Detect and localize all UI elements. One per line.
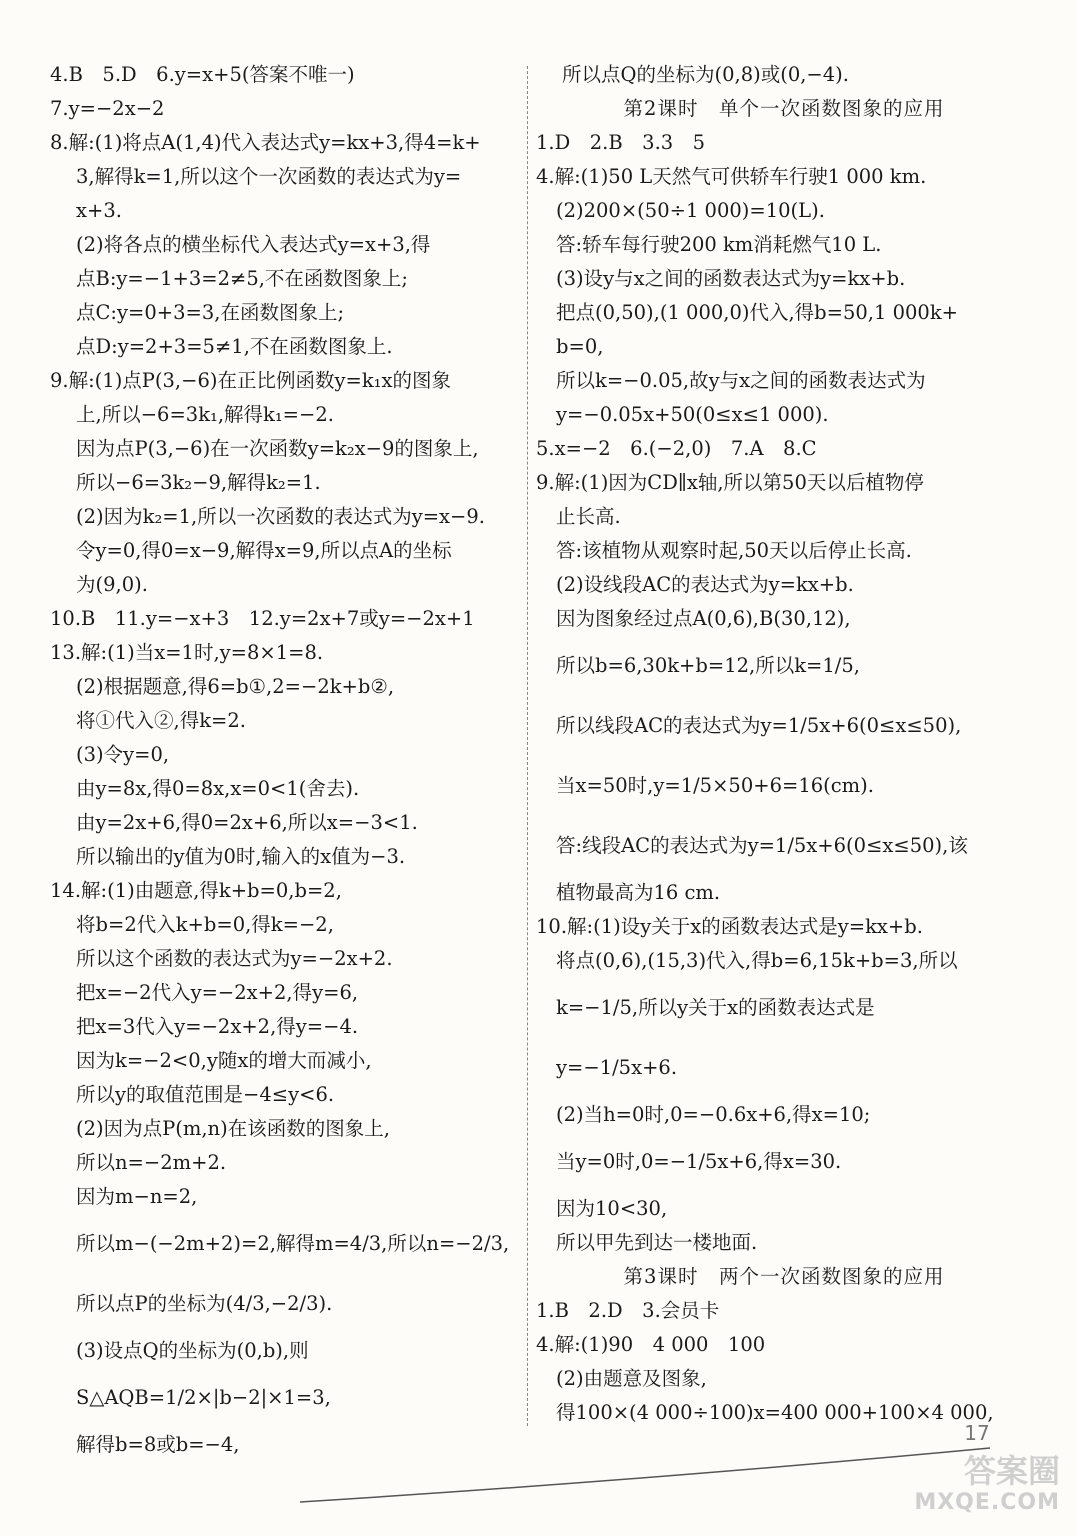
answer-line: 答:轿车每行驶200 km消耗燃气10 L. — [556, 233, 882, 256]
page-number: 17 — [964, 1421, 990, 1445]
answer-line: 点C:y=0+3=3,在函数图象上; — [76, 301, 345, 324]
answer-line: 植物最高为16 cm. — [556, 881, 721, 904]
answer-line: 解得b=8或b=−4, — [76, 1433, 240, 1456]
section-title: 第2课时 单个一次函数图象的应用 — [623, 97, 945, 120]
answer-line: 由y=2x+6,得0=2x+6,所以x=−3<1. — [76, 811, 418, 834]
answer-line: (3)设y与x之间的函数表达式为y=kx+b. — [556, 267, 906, 290]
answer-line: 止长高. — [556, 505, 621, 528]
answer-line: k=−1/5,所以y关于x的函数表达式是 — [556, 996, 875, 1019]
answer-line: 由y=8x,得0=8x,x=0<1(舍去). — [76, 777, 360, 800]
answer-line: 所以−6=3k₂−9,解得k₂=1. — [76, 471, 321, 494]
answer-line: 因为10<30, — [556, 1197, 668, 1220]
answer-line: (2)设线段AC的表达式为y=kx+b. — [556, 573, 854, 596]
answer-line: (3)设点Q的坐标为(0,b),则 — [76, 1339, 309, 1362]
answer-line: 8.解:(1)将点A(1,4)代入表达式y=kx+3,得4=k+ — [50, 131, 481, 154]
answer-line: 所以甲先到达一楼地面. — [556, 1231, 758, 1254]
answer-line: (2)根据题意,得6=b①,2=−2k+b②, — [76, 675, 395, 698]
answer-line: 所以y的取值范围是−4≤y<6. — [76, 1083, 335, 1106]
column-divider — [527, 66, 528, 1426]
answer-line: 上,所以−6=3k₁,解得k₁=−2. — [76, 403, 334, 426]
answer-line: 10.B 11.y=−x+3 12.y=2x+7或y=−2x+1 — [50, 607, 475, 630]
answer-line: y=−1/5x+6. — [556, 1056, 678, 1079]
answer-line: 答:该植物从观察时起,50天以后停止长高. — [556, 539, 912, 562]
answer-line: (2)当h=0时,0=−0.6x+6,得x=10; — [556, 1103, 871, 1126]
answer-line: 10.解:(1)设y关于x的函数表达式是y=kx+b. — [536, 915, 923, 938]
answer-line: 把x=−2代入y=−2x+2,得y=6, — [76, 981, 359, 1004]
right-column — [536, 58, 1032, 1430]
answer-line: 令y=0,得0=x−9,解得x=9,所以点A的坐标 — [76, 539, 452, 562]
answer-line: 7.y=−2x−2 — [50, 97, 165, 120]
answer-line: S△AQB=1/2×|b−2|×1=3, — [76, 1386, 331, 1409]
answer-line: 所以m−(−2m+2)=2,解得m=4/3,所以n=−2/3, — [76, 1232, 510, 1255]
answer-line: 1.D 2.B 3.3 5 — [536, 131, 706, 154]
answer-line: 得100×(4 000÷100)x=400 000+100×4 000, — [556, 1401, 994, 1424]
answer-line: 因为m−n=2, — [76, 1185, 198, 1208]
answer-line: 所以点Q的坐标为(0,8)或(0,−4). — [562, 63, 849, 86]
answer-line: 点B:y=−1+3=2≠5,不在函数图象上; — [76, 267, 409, 290]
answer-line: y=−0.05x+50(0≤x≤1 000). — [556, 403, 829, 426]
answer-line: 将b=2代入k+b=0,得k=−2, — [76, 913, 334, 936]
answer-line: 14.解:(1)由题意,得k+b=0,b=2, — [50, 879, 342, 902]
answer-line: 把x=3代入y=−2x+2,得y=−4. — [76, 1015, 359, 1038]
answer-line: 4.B 5.D 6.y=x+5(答案不唯一) — [50, 63, 355, 86]
answer-line: 4.解:(1)90 4 000 100 — [536, 1333, 766, 1356]
answer-line: 3,解得k=1,所以这个一次函数的表达式为y= — [76, 165, 462, 188]
answer-line: 因为点P(3,−6)在一次函数y=k₂x−9的图象上, — [76, 437, 479, 460]
answer-line: (2)200×(50÷1 000)=10(L). — [556, 199, 825, 222]
answer-line: 当x=50时,y=1/5×50+6=16(cm). — [556, 774, 874, 797]
answer-line: 为(9,0). — [76, 573, 148, 596]
answer-line: 4.解:(1)50 L天然气可供轿车行驶1 000 km. — [536, 165, 927, 188]
answer-line: (3)令y=0, — [76, 743, 170, 766]
answer-line: 所以这个函数的表达式为y=−2x+2. — [76, 947, 393, 970]
section-title: 第3课时 两个一次函数图象的应用 — [623, 1265, 945, 1288]
answer-line: (2)将各点的横坐标代入表达式y=x+3,得 — [76, 233, 431, 256]
answer-line: 5.x=−2 6.(−2,0) 7.A 8.C — [536, 437, 817, 460]
answer-line: x+3. — [76, 199, 122, 222]
answer-line: (2)由题意及图象, — [556, 1367, 707, 1390]
answer-line: 13.解:(1)当x=1时,y=8×1=8. — [50, 641, 324, 664]
answer-line: 将点(0,6),(15,3)代入,得b=6,15k+b=3,所以 — [556, 949, 958, 972]
answer-line: (2)因为点P(m,n)在该函数的图象上, — [76, 1117, 390, 1140]
answer-line: b=0, — [556, 335, 604, 358]
answer-line: 所以b=6,30k+b=12,所以k=1/5, — [556, 654, 860, 677]
left-column — [50, 58, 520, 1462]
answer-line: (2)因为k₂=1,所以一次函数的表达式为y=x−9. — [76, 505, 485, 528]
answer-line: 所以输出的y值为0时,输入的x值为−3. — [76, 845, 406, 868]
answer-line: 将①代入②,得k=2. — [76, 709, 246, 732]
answer-line: 所以k=−0.05,故y与x之间的函数表达式为 — [556, 369, 926, 392]
answer-line: 所以点P的坐标为(4/3,−2/3). — [76, 1292, 333, 1315]
answer-line: 答:线段AC的表达式为y=1/5x+6(0≤x≤50),该 — [556, 834, 968, 857]
answer-line: 因为k=−2<0,y随x的增大而减小, — [76, 1049, 372, 1072]
footer-decoration — [300, 1440, 1000, 1510]
answer-line: 因为图象经过点A(0,6),B(30,12), — [556, 607, 851, 630]
answer-line: 把点(0,50),(1 000,0)代入,得b=50,1 000k+ — [556, 301, 958, 324]
answer-line: 1.B 2.D 3.会员卡 — [536, 1299, 720, 1322]
answer-line: 点D:y=2+3=5≠1,不在函数图象上. — [76, 335, 393, 358]
answer-line: 当y=0时,0=−1/5x+6,得x=30. — [556, 1150, 842, 1173]
answer-line: 9.解:(1)点P(3,−6)在正比例函数y=k₁x的图象 — [50, 369, 451, 392]
answer-line: 所以n=−2m+2. — [76, 1151, 227, 1174]
answer-line: 9.解:(1)因为CD∥x轴,所以第50天以后植物停 — [536, 471, 924, 494]
watermark-logo: 答案圈 MXQE.COM — [914, 1452, 1060, 1515]
answer-line: 所以线段AC的表达式为y=1/5x+6(0≤x≤50), — [556, 714, 962, 737]
